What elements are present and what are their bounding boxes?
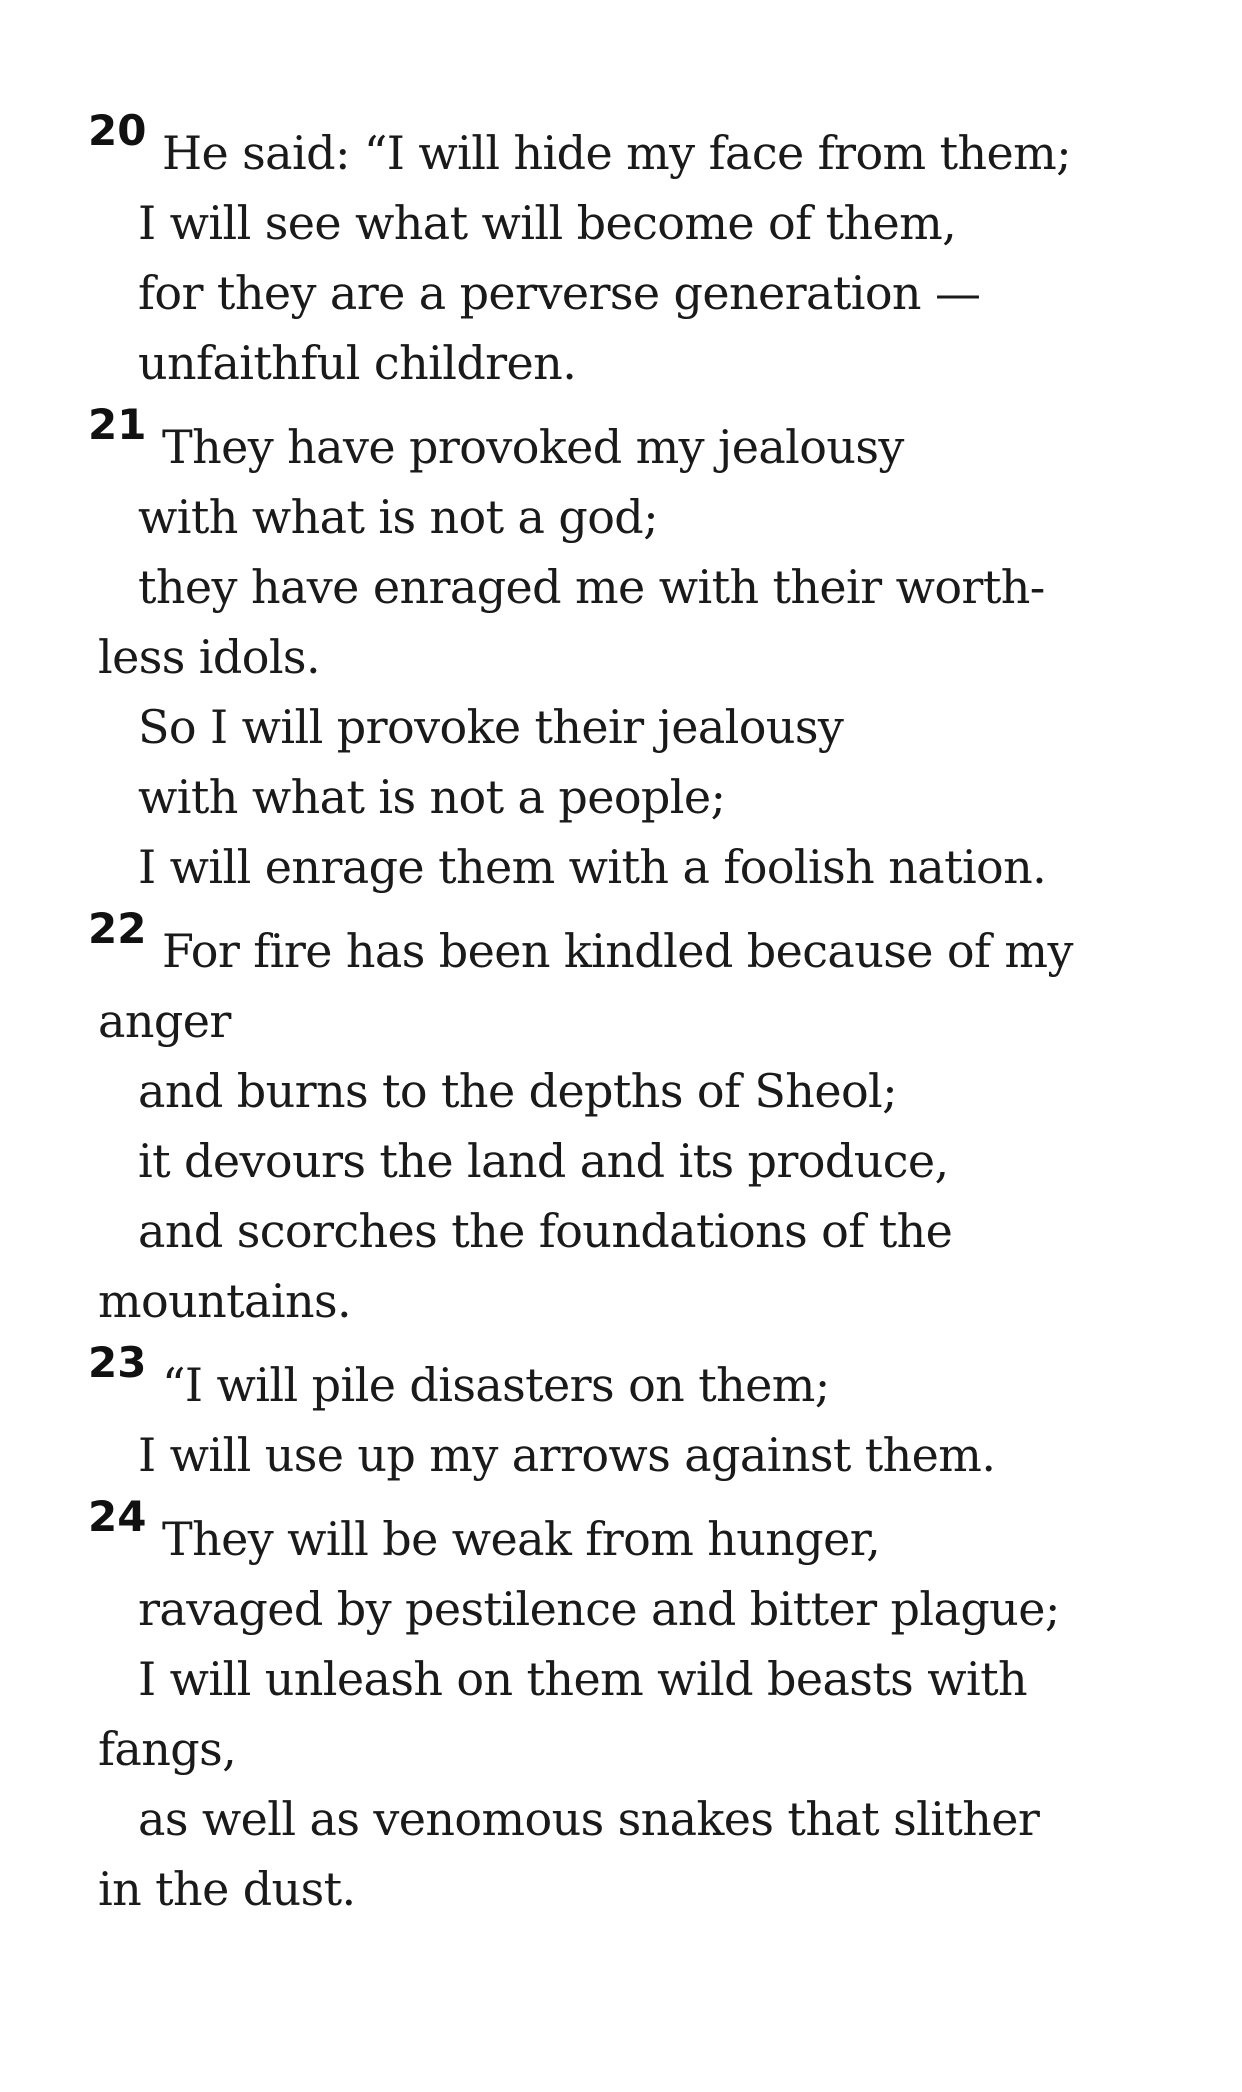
verse-number: 22: [88, 904, 147, 953]
verse-line: [88, 1338, 1188, 1420]
scripture-text: [88, 106, 1188, 1938]
verse-line: anger: [98, 994, 231, 1048]
verse-line: So I will provoke their jealousy: [138, 700, 844, 754]
verse-line: less idols.: [98, 630, 320, 684]
verse-line: unfaithful children.: [138, 336, 577, 390]
verse-line: I will enrage them with a foolish nation.: [138, 840, 1047, 894]
verse-line: with what is not a people;: [138, 770, 726, 824]
verse-line: mountains.: [98, 1274, 352, 1328]
verse-line-text: They will be weak from hunger,: [162, 1512, 881, 1566]
verse-number: 23: [88, 1338, 147, 1387]
verse-line: and burns to the depths of Sheol;: [138, 1064, 898, 1118]
verse-line: I will use up my arrows against them.: [138, 1428, 996, 1482]
verse-number: 21: [88, 400, 147, 449]
verse-20: [88, 106, 1188, 398]
verse-line: [88, 904, 1188, 986]
verse-23: [88, 1338, 1188, 1490]
verse-line: [88, 106, 1188, 188]
verse-number: 24: [88, 1492, 147, 1541]
verse-line-text: They have provoked my jealousy: [162, 420, 904, 474]
verse-line: in the dust.: [98, 1862, 356, 1916]
verse-line: and scorches the foundations of the: [138, 1204, 953, 1258]
verse-line: it devours the land and its produce,: [138, 1134, 949, 1188]
verse-line-text: “I will pile disasters on them;: [162, 1358, 830, 1412]
verse-line-text: He said: “I will hide my face from them;: [162, 126, 1072, 180]
verse-22: [88, 904, 1188, 1336]
verse-line: ravaged by pestilence and bitter plague;: [138, 1582, 1060, 1636]
verse-line-text: For fire has been kindled because of my: [162, 924, 1073, 978]
verse-line: [88, 400, 1188, 482]
verse-line: with what is not a god;: [138, 490, 659, 544]
verse-line: [88, 1492, 1188, 1574]
verse-line: they have enraged me with their worth-: [138, 560, 1045, 614]
verse-line: as well as venomous snakes that slither: [138, 1792, 1040, 1846]
verse-line: I will unleash on them wild beasts with: [138, 1652, 1027, 1706]
verse-line: fangs,: [98, 1722, 237, 1776]
verse-line: for they are a perverse generation —: [138, 266, 981, 320]
verse-21: [88, 400, 1188, 902]
verse-number: 20: [88, 106, 147, 155]
verse-24: [88, 1492, 1188, 1924]
verse-line: I will see what will become of them,: [138, 196, 957, 250]
